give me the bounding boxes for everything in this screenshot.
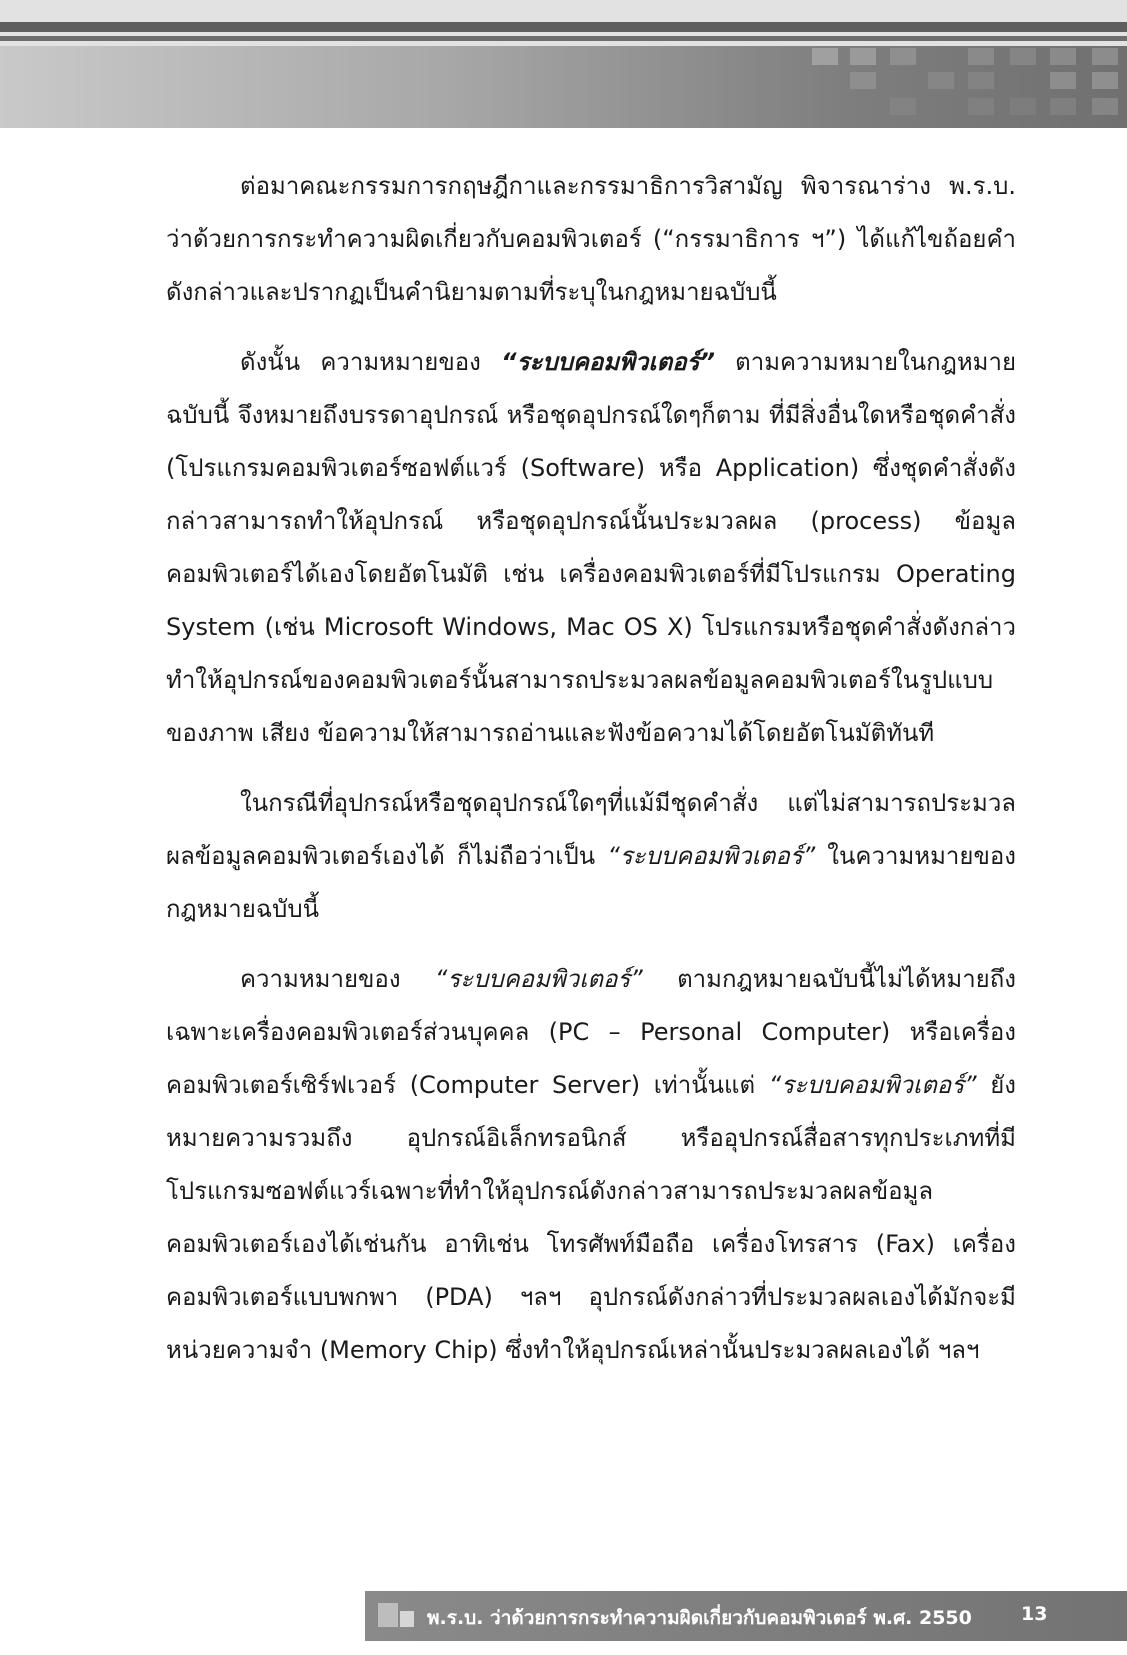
paragraph-text: ความหมายของ <box>240 965 435 993</box>
paragraph-text: ในกรณีที่อุปกรณ์หรือชุดอุปกรณ์ใดๆที่แม้มีชุดคำสั่ง แต่ไม่สามารถประมวลผลข้อมูลคอมพิวเตอร์เองได้ ก็ไม่ถือว่าเป็น <box>166 789 1016 870</box>
header-square-icon <box>1092 48 1118 65</box>
header-square-icon <box>1092 72 1118 89</box>
header-square-icon <box>968 72 994 89</box>
paragraph <box>166 336 1016 760</box>
paragraph-text: ดังนั้น ความหมายของ <box>240 348 502 376</box>
header-square-icon <box>850 72 876 89</box>
term-emphasis: “ระบบคอมพิวเตอร์” <box>434 965 643 993</box>
header-square-icon <box>1050 72 1076 89</box>
header-square-icon <box>890 48 916 65</box>
term-emphasis: “ระบบคอมพิวเตอร์” <box>501 348 715 376</box>
footer-bar <box>365 1591 1127 1641</box>
paragraph <box>166 953 1016 1377</box>
footer-square-icon <box>400 1611 414 1627</box>
footer-title: พ.ร.บ. ว่าด้วยการกระทำความผิดเกี่ยวกับคอมพิวเตอร์ พ.ศ. 2550 <box>427 1607 972 1629</box>
header-square-icon <box>968 48 994 65</box>
paragraph-text: ต่อมาคณะกรรมการกฤษฎีกาและกรรมาธิการวิสามัญ พิจารณาร่าง พ.ร.บ. ว่าด้วยการกระทำความผิดเกี่ยวกับคอมพิวเตอร์ (“กรรมาธิการ ฯ”) ได้แก้ไขถ้อยคำดังกล่าวและปรากฏเป็นคำนิยามตามที่ระบุในกฎหมายฉบับนี้ <box>166 172 1016 306</box>
header-square-icon <box>1050 98 1076 115</box>
footer-square-icon <box>378 1603 398 1627</box>
header-square-icon <box>812 48 838 65</box>
paragraph <box>166 777 1016 936</box>
header-square-icon <box>1010 48 1036 65</box>
paragraph-text: ตามความหมายในกฎหมายฉบับนี้ จึงหมายถึงบรรดาอุปกรณ์ หรือชุดอุปกรณ์ใดๆก็ตาม ที่มีสิ่งอื่นใดหรือชุดคำสั่ง (โปรแกรมคอมพิวเตอร์ซอฟต์แวร์ (Software) หรือ Application) ซึ่งชุดคำสั่งดังกล่าวสามารถทำให้อุปกรณ์ หรือชุดอุปกรณ์นั้นประมวลผล (process) ข้อมูลคอมพิวเตอร์ได้เองโดยอัตโนมัติ เช่น เครื่องคอมพิวเตอร์ที่มีโปรแกรม Operating System (เช่น Microsoft Windows, Mac OS X) โปรแกรมหรือชุดคำสั่งดังกล่าวทำให้อุปกรณ์ของคอมพิวเตอร์นั้นสามารถประมวลผลข้อมูลคอมพิวเตอร์ในรูปแบบของภาพ เสียง ข้อความให้สามารถอ่านและฟังข้อความได้โดยอัตโนมัติทันที <box>166 348 1017 747</box>
header-rule-second <box>0 36 1127 41</box>
paragraph-text: ในความหมายของกฎหมายฉบับนี้ <box>166 842 1016 923</box>
header-square-icon <box>850 48 876 65</box>
header-square-icon <box>1010 98 1036 115</box>
paragraph-text: ตามกฎหมายฉบับนี้ไม่ได้หมายถึงเฉพาะเครื่องคอมพิวเตอร์ส่วนบุคคล (PC – Personal Computer) หรือเครื่องคอมพิวเตอร์เซิร์ฟเวอร์ (Computer Server) เท่านั้นแต่ <box>166 965 1016 1099</box>
header-square-icon <box>968 98 994 115</box>
header-decoration <box>0 0 1127 128</box>
paragraph <box>166 160 1016 319</box>
body-text <box>166 160 1016 1394</box>
header-square-icon <box>1050 48 1076 65</box>
term-emphasis: “ระบบคอมพิวเตอร์” <box>768 1071 977 1099</box>
header-rule-top <box>0 22 1127 32</box>
header-square-icon <box>928 72 954 89</box>
page-number: 13 <box>1021 1603 1048 1625</box>
header-band <box>0 46 1127 128</box>
header-square-icon <box>1092 98 1118 115</box>
term-emphasis: “ระบบคอมพิวเตอร์” <box>607 842 816 870</box>
header-square-icon <box>890 98 916 115</box>
paragraph-text: ยังหมายความรวมถึง อุปกรณ์อิเล็กทรอนิกส์ หรืออุปกรณ์สื่อสารทุกประเภทที่มีโปรแกรมซอฟต์แวร์เฉพาะที่ทำให้อุปกรณ์ดังกล่าวสามารถประมวลผลข้อมูลคอมพิวเตอร์เองได้เช่นกัน อาทิเช่น โทรศัพท์มือถือ เครื่องโทรสาร (Fax) เครื่องคอมพิวเตอร์แบบพกพา (PDA) ฯลฯ อุปกรณ์ดังกล่าวที่ประมวลผลเองได้มักจะมีหน่วยความจำ (Memory Chip) ซึ่งทำให้อุปกรณ์เหล่านั้นประมวลผลเองได้ ฯลฯ <box>166 1071 1016 1364</box>
